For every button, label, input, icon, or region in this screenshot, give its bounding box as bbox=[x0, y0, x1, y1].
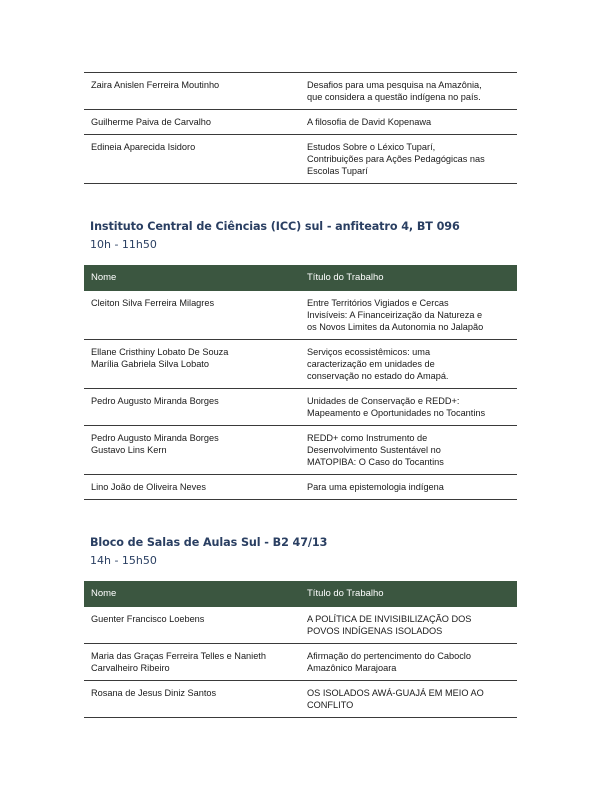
presenter-cell bbox=[84, 73, 300, 110]
section-time: 14h - 15h50 bbox=[90, 554, 157, 567]
table-row bbox=[84, 340, 517, 389]
presenter-cell bbox=[84, 475, 300, 500]
presenter-name: Pedro Augusto Miranda Borges bbox=[91, 396, 219, 406]
work-title-line: Estudos Sobre o Léxico Tuparí, bbox=[307, 142, 436, 152]
column-header-name: Nome bbox=[84, 581, 300, 607]
work-title-line: POVOS INDÍGENAS ISOLADOS bbox=[307, 626, 443, 636]
column-header-work: Título do Trabalho bbox=[300, 581, 517, 607]
presenter-name: Cleiton Silva Ferreira Milagres bbox=[91, 298, 215, 308]
work-title-line: A POLÍTICA DE INVISIBILIZAÇÃO DOS bbox=[307, 614, 472, 624]
table-row bbox=[84, 644, 517, 681]
column-header-work: Título do Trabalho bbox=[300, 265, 517, 291]
table-row bbox=[84, 607, 517, 644]
work-title-cell bbox=[300, 135, 517, 184]
presenter-cell bbox=[84, 644, 300, 681]
work-title-cell bbox=[300, 681, 517, 718]
presenter-cell bbox=[84, 607, 300, 644]
work-title-cell bbox=[300, 644, 517, 681]
column-header-name: Nome bbox=[84, 265, 300, 291]
work-title-line: conservação no estado do Amapá. bbox=[307, 371, 449, 381]
work-title-line: os Novos Limites da Autonomia no Jalapão bbox=[307, 322, 484, 332]
presenter-name: Carvalheiro Ribeiro bbox=[91, 663, 170, 673]
presenter-cell bbox=[84, 681, 300, 718]
presenter-cell bbox=[84, 291, 300, 340]
work-title-line: Amazônico Marajoara bbox=[307, 663, 397, 673]
work-title-cell bbox=[300, 340, 517, 389]
continued-schedule-table bbox=[84, 72, 517, 184]
table-row bbox=[84, 135, 517, 184]
work-title-line: Afirmação do pertencimento do Caboclo bbox=[307, 651, 471, 661]
table-row bbox=[84, 110, 517, 135]
work-title-line: Unidades de Conservação e REDD+: bbox=[307, 396, 460, 406]
work-title-cell bbox=[300, 110, 517, 135]
work-title-cell bbox=[300, 607, 517, 644]
work-title-line: Contribuições para Ações Pedagógicas nas bbox=[307, 154, 485, 164]
presenter-name: Gustavo Lins Kern bbox=[91, 445, 167, 455]
presenter-cell bbox=[84, 389, 300, 426]
work-title-cell bbox=[300, 426, 517, 475]
presenter-name: Maria das Graças Ferreira Telles e Nanieth bbox=[91, 651, 266, 661]
work-title-line: OS ISOLADOS AWÁ-GUAJÁ EM MEIO AO bbox=[307, 688, 484, 698]
work-title-line: A filosofia de David Kopenawa bbox=[307, 117, 432, 127]
section-title: Instituto Central de Ciências (ICC) sul - anfiteatro 4, BT 096 bbox=[90, 220, 460, 233]
work-title-line: caracterização em unidades de bbox=[307, 359, 435, 369]
schedule-table-bloco bbox=[84, 581, 517, 718]
presenter-name: Guenter Francisco Loebens bbox=[91, 614, 205, 624]
work-title-line: Desenvolvimento Sustentável no bbox=[307, 445, 441, 455]
presenter-cell bbox=[84, 135, 300, 184]
work-title-line: Desafios para uma pesquisa na Amazônia, bbox=[307, 80, 482, 90]
work-title-line: Para uma epistemologia indígena bbox=[307, 482, 444, 492]
presenter-cell bbox=[84, 110, 300, 135]
presenter-name: Edineia Aparecida Isidoro bbox=[91, 142, 196, 152]
work-title-line: Mapeamento e Oportunidades no Tocantins bbox=[307, 408, 486, 418]
table-row bbox=[84, 426, 517, 475]
table-row bbox=[84, 475, 517, 500]
work-title-line: Serviços ecossistêmicos: uma bbox=[307, 347, 431, 357]
table-header-row bbox=[84, 265, 517, 291]
presenter-name: Ellane Cristhiny Lobato De Souza bbox=[91, 347, 229, 357]
work-title-line: Invisíveis: A Financeirização da Natureza e bbox=[307, 310, 483, 320]
table-header-row bbox=[84, 581, 517, 607]
table-row bbox=[84, 681, 517, 718]
section-title: Bloco de Salas de Aulas Sul - B2 47/13 bbox=[90, 536, 328, 549]
work-title-line: CONFLITO bbox=[307, 700, 354, 710]
presenter-name: Guilherme Paiva de Carvalho bbox=[91, 117, 212, 127]
work-title-line: Entre Territórios Vigiados e Cercas bbox=[307, 298, 449, 308]
work-title-cell bbox=[300, 389, 517, 426]
section-time: 10h - 11h50 bbox=[90, 238, 157, 251]
presenter-name: Marília Gabriela Silva Lobato bbox=[91, 359, 209, 369]
work-title-cell bbox=[300, 291, 517, 340]
presenter-cell bbox=[84, 426, 300, 475]
schedule-table-icc bbox=[84, 265, 517, 500]
presenter-name: Pedro Augusto Miranda Borges bbox=[91, 433, 219, 443]
work-title-line: Escolas Tuparí bbox=[307, 166, 368, 176]
work-title-cell bbox=[300, 73, 517, 110]
work-title-cell bbox=[300, 475, 517, 500]
work-title-line: que considera a questão indígena no país. bbox=[307, 92, 481, 102]
work-title-line: MATOPIBA: O Caso do Tocantins bbox=[307, 457, 444, 467]
presenter-name: Lino João de Oliveira Neves bbox=[91, 482, 206, 492]
presenter-name: Rosana de Jesus Diniz Santos bbox=[91, 688, 217, 698]
presenter-name: Zaira Anislen Ferreira Moutinho bbox=[91, 80, 220, 90]
presenter-cell bbox=[84, 340, 300, 389]
work-title-line: REDD+ como Instrumento de bbox=[307, 433, 428, 443]
table-row bbox=[84, 73, 517, 110]
table-row bbox=[84, 291, 517, 340]
table-row bbox=[84, 389, 517, 426]
